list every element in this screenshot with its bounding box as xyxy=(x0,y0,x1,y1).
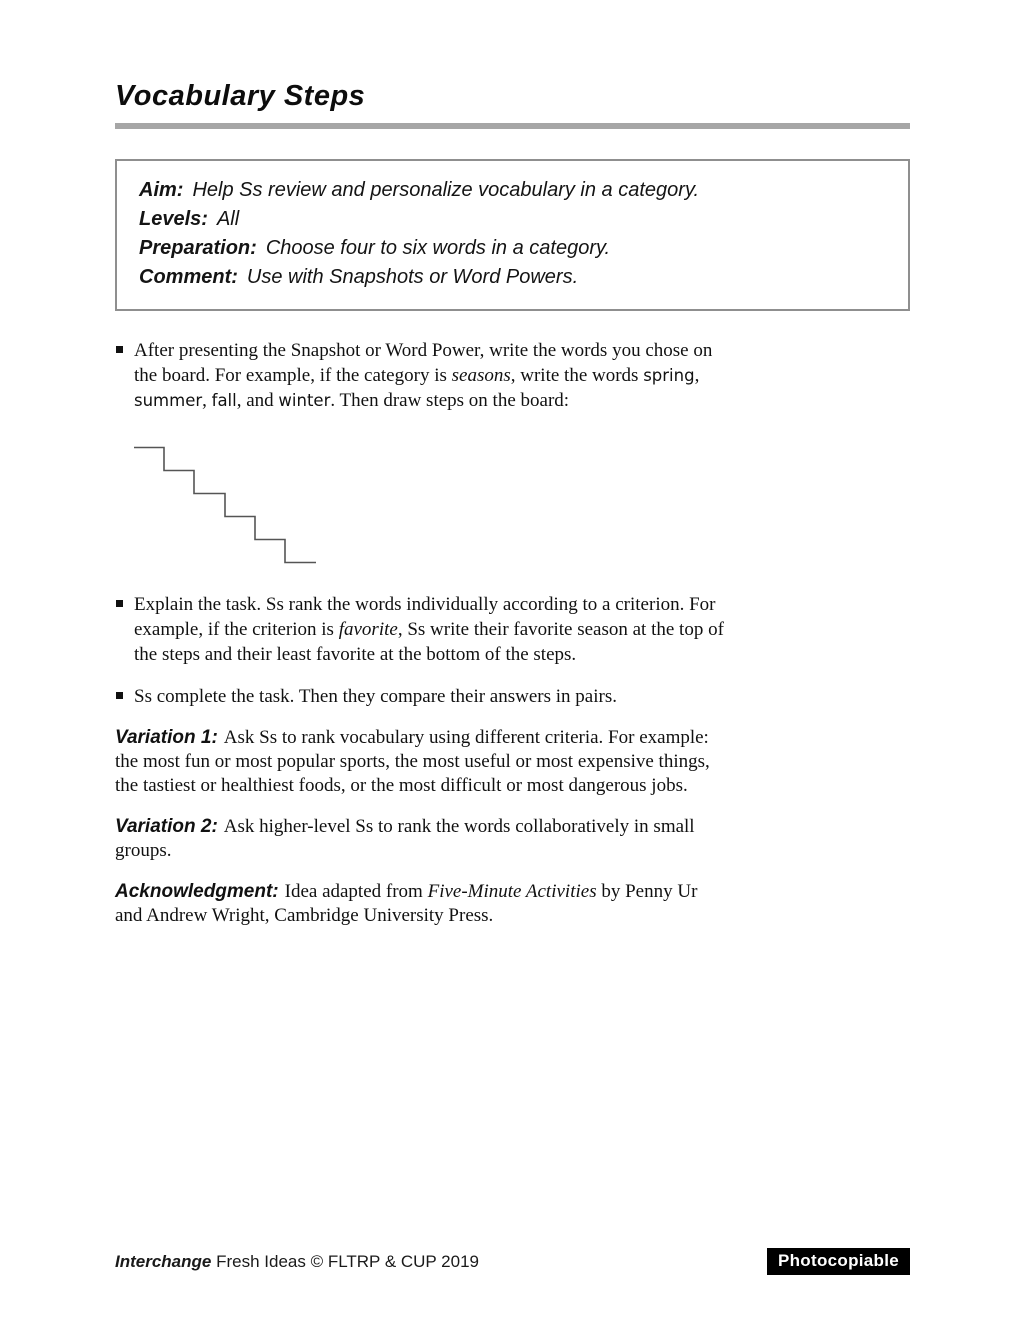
steps-figure xyxy=(133,446,317,565)
board-word-fall: fall xyxy=(211,391,237,410)
levels-text: All xyxy=(216,208,240,230)
info-row-comment xyxy=(139,263,886,292)
comment-text: Use with Snapshots or Word Powers. xyxy=(246,266,579,288)
variation-2-label: Variation 2: xyxy=(115,816,218,837)
separator: , xyxy=(202,390,212,411)
criterion-word: favorite xyxy=(338,619,398,640)
board-word-spring: spring xyxy=(643,366,695,385)
series-brand: Interchange xyxy=(115,1251,212,1271)
instruction-step-1 xyxy=(115,338,739,413)
separator: , and xyxy=(236,390,279,411)
step2-text-cont: , Ss write their favorite season at the top of the steps and their least favorite at the bottom of the steps. xyxy=(134,619,724,665)
copyright-text: Fresh Ideas © FLTRP & CUP 2019 xyxy=(211,1251,480,1271)
preparation-label: Preparation: xyxy=(139,237,257,259)
copyright-line xyxy=(115,1252,479,1272)
page-footer xyxy=(115,1248,910,1275)
instruction-step-2 xyxy=(115,592,739,667)
variation-1-text: Ask Ss to rank vocabulary using different criteria. For example: the most fun or most popular sports, the most useful or most expensive things, the tastiest or healthiest foods, or the most difficult or most dangerous jobs. xyxy=(115,727,710,796)
acknowledgment-text: Idea adapted from xyxy=(284,881,428,902)
step1-text: After presenting the Snapshot or Word Power, write the words you chose on the board. For example, if the category is xyxy=(134,340,713,386)
levels-label: Levels: xyxy=(139,208,208,230)
photocopiable-badge: Photocopiable xyxy=(767,1248,910,1275)
board-word-winter: winter xyxy=(278,391,331,410)
separator: , xyxy=(694,365,700,386)
comment-label: Comment: xyxy=(139,266,238,288)
page-title: Vocabulary Steps xyxy=(115,80,366,112)
board-word-summer: summer xyxy=(134,391,203,410)
acknowledgment-label: Acknowledgment: xyxy=(115,881,279,902)
info-row-aim xyxy=(139,176,886,205)
book-title: Five-Minute Activities xyxy=(427,881,597,902)
instruction-step-3 xyxy=(115,684,739,709)
aim-text: Help Ss review and personalize vocabulary in a category. xyxy=(192,179,700,201)
step3-text: Ss complete the task. Then they compare their answers in pairs. xyxy=(134,686,617,707)
category-word: seasons xyxy=(451,365,511,386)
title-divider xyxy=(115,123,910,129)
info-row-preparation xyxy=(139,234,886,263)
step1-text-cont: , write the words xyxy=(510,365,644,386)
instruction-list xyxy=(115,338,910,709)
acknowledgment xyxy=(115,880,720,928)
variation-2-text: Ask higher-level Ss to rank the words collaboratively in small groups. xyxy=(115,816,695,861)
variation-1 xyxy=(115,726,720,798)
page-content xyxy=(115,80,910,945)
info-row-levels xyxy=(139,205,886,234)
acknowledgment-text-cont: by Penny Ur and Andrew Wright, Cambridge University Press. xyxy=(115,881,698,926)
variation-2 xyxy=(115,815,720,863)
step2-text: Explain the task. Ss rank the words individually according to a criterion. For example, if the criterion is xyxy=(134,594,716,640)
step1-text-end: . Then draw steps on the board: xyxy=(330,390,570,411)
variation-1-label: Variation 1: xyxy=(115,727,218,748)
activity-info-box xyxy=(115,159,910,311)
preparation-text: Choose four to six words in a category. xyxy=(265,237,611,259)
aim-label: Aim: xyxy=(139,179,184,201)
